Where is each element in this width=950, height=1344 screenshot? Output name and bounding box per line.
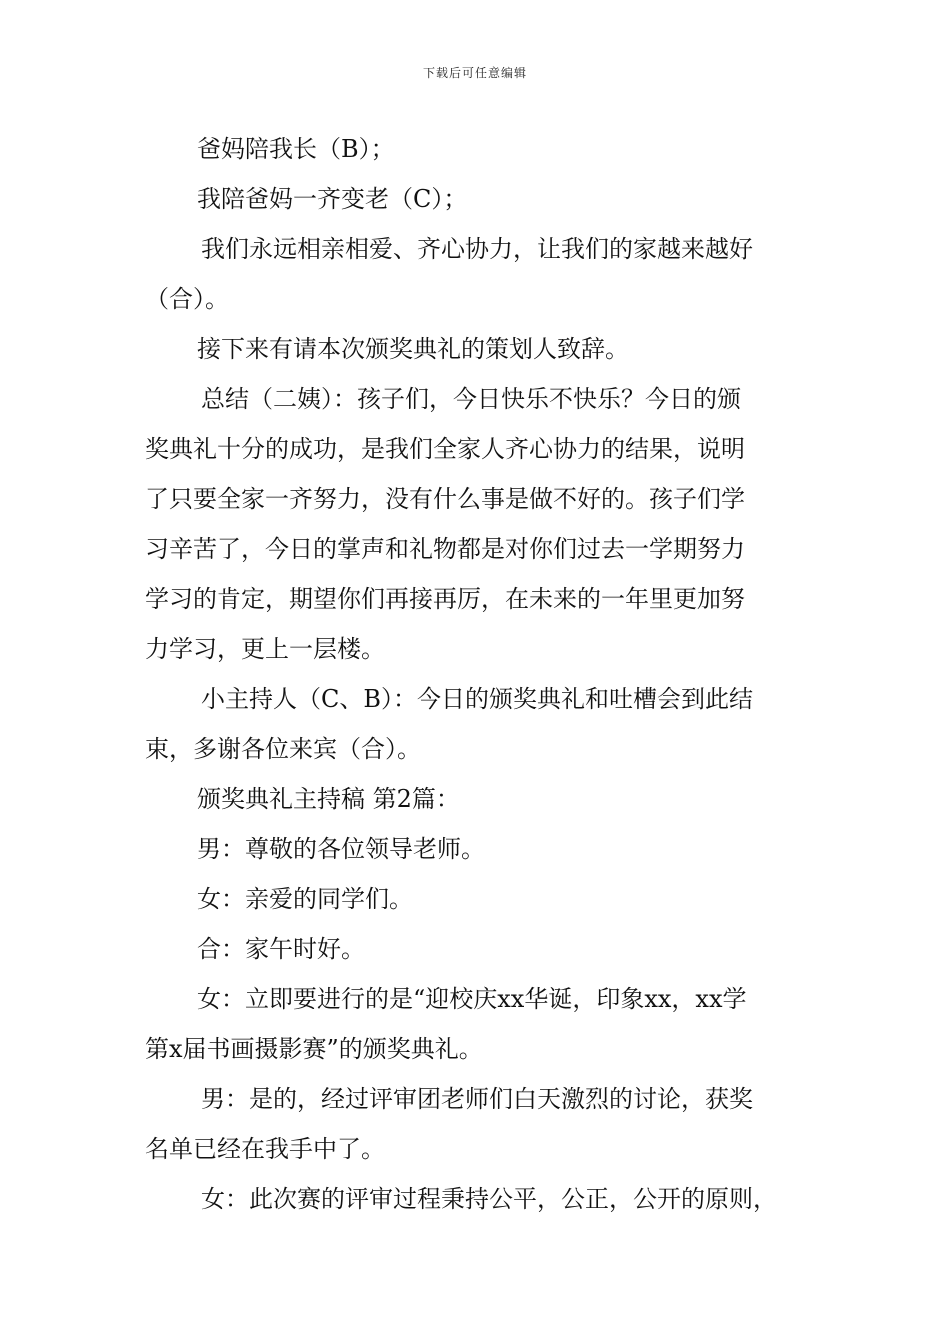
- text-line: 男：尊敬的各位领导老师。: [197, 835, 485, 863]
- text-line: 名单已经在我手中了。: [145, 1135, 385, 1163]
- text-line: 束，多谢各位来宾（合）。: [145, 735, 421, 763]
- text-line: 爸妈陪我长（B）；: [197, 135, 395, 163]
- text-line: 我陪爸妈一齐变老（C）；: [197, 185, 468, 213]
- text-line: 学习的肯定，期望你们再接再厉，在未来的一年里更加努: [145, 585, 745, 613]
- text-line: 女：此次赛的评审过程秉持公平，公正，公开的原则，: [201, 1185, 777, 1213]
- text-line: 我们永远相亲相爱、齐心协力，让我们的家越来越好: [201, 235, 753, 263]
- document-body: [145, 124, 810, 1224]
- text-line: （合）。: [145, 285, 229, 313]
- text-line: 了只要全家一齐努力，没有什么事是做不好的。孩子们学: [145, 485, 745, 513]
- text-line: 第x届书画摄影赛”的颁奖典礼。: [145, 1035, 483, 1063]
- text-line: 总结（二姨）：孩子们，今日快乐不快乐？今日的颁: [201, 385, 741, 413]
- text-line: 习辛苦了，今日的掌声和礼物都是对你们过去一学期努力: [145, 535, 745, 563]
- text-line: 合：家午时好。: [197, 935, 365, 963]
- text-line: 接下来有请本次颁奖典礼的策划人致辞。: [197, 335, 629, 363]
- text-line: 颁奖典礼主持稿 第2篇：: [197, 785, 460, 813]
- text-line: 女：亲爱的同学们。: [197, 885, 413, 913]
- text-line: 奖典礼十分的成功，是我们全家人齐心协力的结果，说明: [145, 435, 745, 463]
- text-line: 力学习，更上一层楼。: [145, 635, 385, 663]
- page-header: 下载后可任意编辑: [422, 66, 527, 80]
- text-line: 女：立即要进行的是“迎校庆xx华诞，印象xx，xx学: [197, 985, 747, 1013]
- text-line: 男：是的，经过评审团老师们白天激烈的讨论，获奖: [201, 1085, 753, 1113]
- text-line: 小主持人（C、B）：今日的颁奖典礼和吐槽会到此结: [201, 685, 753, 713]
